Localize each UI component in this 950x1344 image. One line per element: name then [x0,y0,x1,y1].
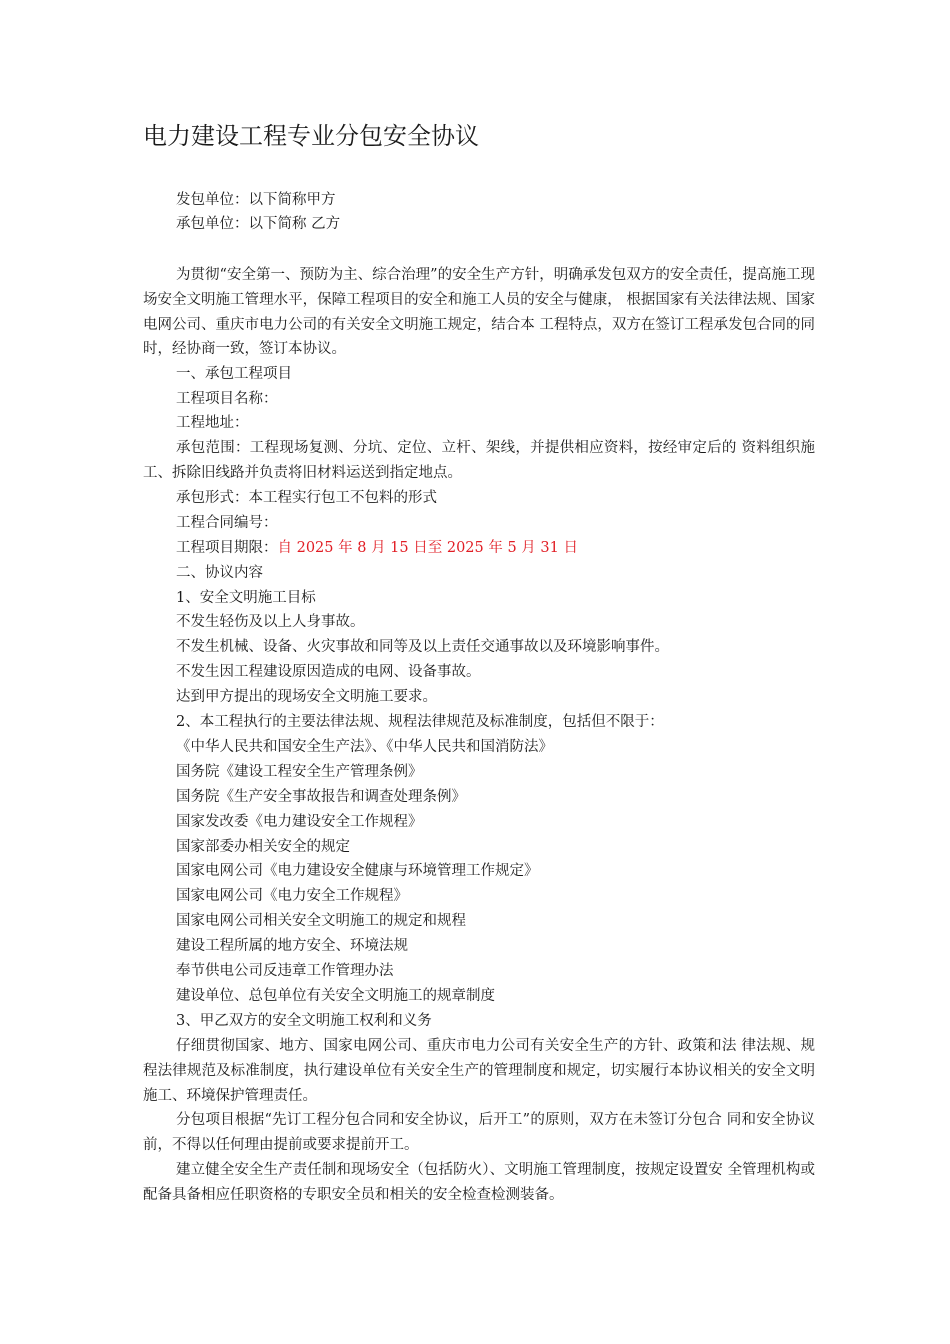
project-period-label: 工程项目期限： [176,540,278,556]
employer-line: 发包单位：以下简称甲方 [176,192,336,208]
regulation-item: 国务院《生产安全事故报告和调查处理条例》 [176,789,466,805]
page-title: 电力建设工程专业分包安全协议 [143,122,479,150]
regulation-item: 《中华人民共和国安全生产法》、《中华人民共和国消防法》 [176,739,553,755]
item2-heading: 2、本工程执行的主要法律法规、规程法律规范及标准制度，包括但不限于： [176,714,664,730]
duty-paragraph: 建立健全安全生产责任制和现场安全（包括防火）、文明施工管理制度，按规定设置安 全管理机构或配备具备相应任职资格的专职安全员和相关的安全检查检测装备。 [143,1162,815,1203]
item1-heading: 1、安全文明施工目标 [176,590,316,606]
regulation-item: 国务院《建设工程安全生产管理条例》 [176,764,423,780]
regulation-item: 奉节供电公司反违章工作管理办法 [176,963,394,979]
section1-heading: 一、承包工程项目 [176,366,292,382]
scope-paragraph: 承包范围：工程现场复测、分坑、定位、立杆、架线，并提供相应资料，按经审定后的 资料组织施工、拆除旧线路并负责将旧材料运送到指定地点。 [143,440,815,481]
project-period-value: 自 2025 年 8 月 15 日至 2025 年 5 月 31 日 [277,540,578,556]
regulation-item: 国家电网公司相关安全文明施工的规定和规程 [176,913,466,929]
regulation-item: 建设工程所属的地方安全、环境法规 [176,938,408,954]
project-address-line: 工程地址： [176,415,249,431]
duty-paragraph: 仔细贯彻国家、地方、国家电网公司、重庆市电力公司有关安全生产的方针、政策和法 律法规、规程法律规范及标准制度，执行建设单位有关安全生产的管理制度和规定，切实履行本协议相关的安全文明施工、环境保护管理责任。 [143,1038,815,1104]
goal-item: 不发生机械、设备、火灾事故和同等及以上责任交通事故以及环境影响事件。 [176,639,669,655]
project-name-line: 工程项目名称： [176,391,278,407]
regulation-item: 国家发改委《电力建设安全工作规程》 [176,814,423,830]
section2-heading: 二、协议内容 [176,565,263,581]
regulation-item: 国家电网公司《电力建设安全健康与环境管理工作规定》 [176,863,539,879]
goal-item: 不发生轻伤及以上人身事故。 [176,614,365,630]
contract-number-line: 工程合同编号： [176,515,278,531]
contractor-line: 承包单位：以下简称 乙方 [176,216,341,232]
goal-item: 不发生因工程建设原因造成的电网、设备事故。 [176,664,481,680]
intro-paragraph: 为贯彻“安全第一、预防为主、综合治理”的安全生产方针，明确承发包双方的安全责任，提高施工现场安全文明施工管理水平，保障工程项目的安全和施工人员的安全与健康， 根据国家有关法律法规、国家电网公司、重庆市电力公司的有关安全文明施工规定，结合本 工程特点，双方在签订工程承发包合同的同时，经协商一致，签订本协议。 [143,267,815,358]
regulation-item: 国家电网公司《电力安全工作规程》 [176,888,408,904]
contract-form-line: 承包形式：本工程实行包工不包料的形式 [176,490,437,506]
goal-item: 达到甲方提出的现场安全文明施工要求。 [176,689,437,705]
item3-heading: 3、甲乙双方的安全文明施工权利和义务 [176,1013,432,1029]
regulation-item: 国家部委办相关安全的规定 [176,839,350,855]
project-period-line [176,536,578,560]
duty-paragraph: 分包项目根据“先订工程分包合同和安全协议，后开工”的原则，双方在未签订分包合 同和安全协议前，不得以任何理由提前或要求提前开工。 [143,1112,815,1153]
regulation-item: 建设单位、总包单位有关安全文明施工的规章制度 [176,988,495,1004]
